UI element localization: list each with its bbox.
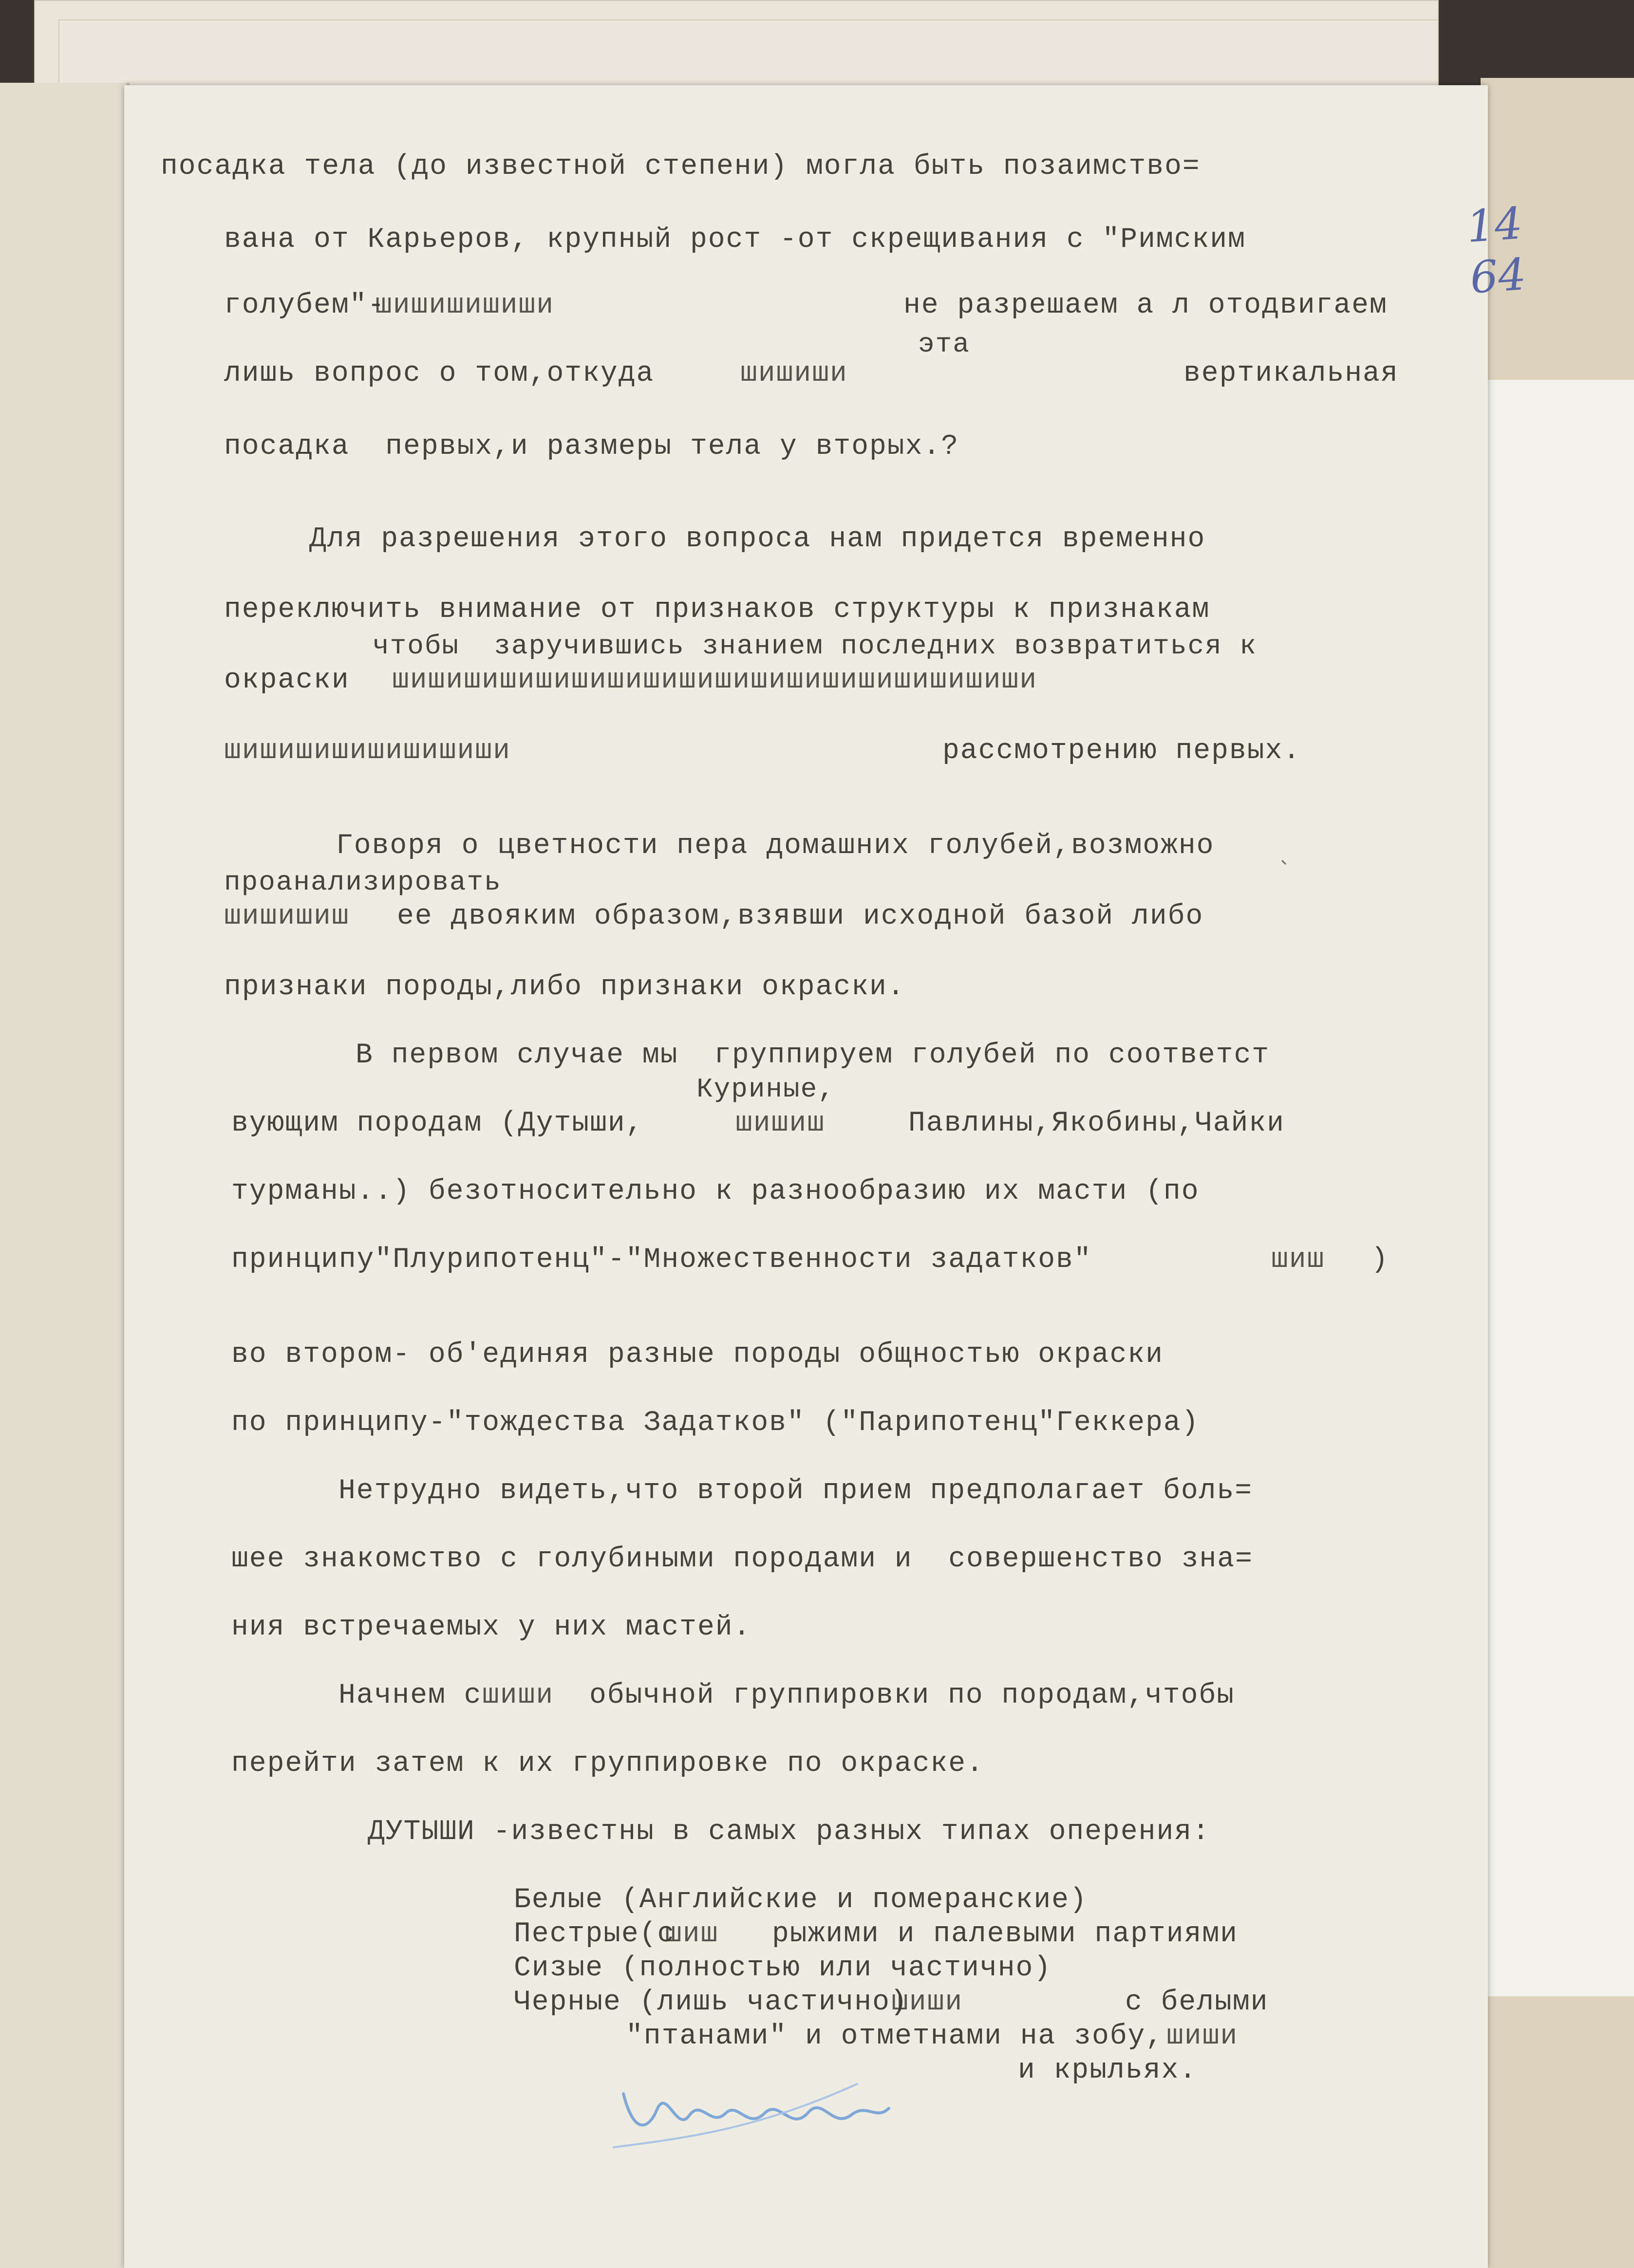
text-line: ния встречаемых у них мастей. [231,1612,751,1643]
text-line: принципу"Плурипотенц"-"Множественности задатков" [231,1244,1092,1276]
text-line: вующим породам (Дутыши, [231,1108,644,1139]
text-line: переключить внимание от признаков структуры к признакам [224,594,1210,626]
text-line: Начнем с [338,1680,482,1711]
text-line: ДУТЫШИ -известны в самых разных типах оперения: [368,1816,1210,1848]
list-item: Пестрые(с [514,1918,676,1950]
interlinear-insert: Куриные, [696,1074,835,1105]
struck-out-text: шиши [1166,2021,1239,2052]
text-line: рассмотрению первых. [942,735,1301,767]
text-line: признаки породы,либо признаки окраски. [224,971,905,1003]
handwritten-signature [604,2074,896,2152]
text-line: перейти затем к их группировке по окраске. [231,1748,984,1780]
list-item: Черные (лишь частично) [514,1987,908,2018]
struck-out-text: шиши [482,1680,554,1711]
text-line: ее двояким образом,взявши исходной базой либо [397,901,1204,932]
text-line: В первом случае мы группируем голубей по соответст [356,1040,1270,1071]
text-line: Павлины,Якобины,Чайки [908,1108,1285,1139]
text-line: шее знакомство с голубиными породами и совершенство зна= [231,1543,1253,1575]
struck-out-text: шиши [891,1987,963,2018]
struck-out-text: шишиш [735,1108,826,1139]
text-line: турманы..) безотносительно к разнообразию их масти (по [231,1176,1200,1208]
text-line: вертикальная [1183,358,1399,390]
struck-out-text: шиш [1271,1244,1325,1276]
text-line: посадка тела (до известной степени) могла быть позаимство= [161,151,1201,183]
text-line: посадка первых,и размеры тела у вторых.? [224,431,959,463]
list-item: Белые (Английские и померанские) [514,1884,1088,1916]
list-item: "птанами" и отметнами на зобу, [626,2021,1164,2052]
text-line: Нетрудно видеть,что второй прием предполагает боль= [338,1475,1253,1507]
struck-out-text: шишишиш [224,901,350,932]
list-item: Сизые (полностью или частично) [514,1952,1052,1984]
text-line: обычной группировки по породам,чтобы [589,1680,1235,1711]
list-item: рыжими и палевыми партиями [772,1918,1238,1950]
struck-out-text: шишишишишишишиши [224,735,511,767]
inserted-sheet-edge [1476,380,1634,1996]
ink-dot [1281,859,1287,865]
text-line: не разрешаем а л отодвигаем [903,290,1388,321]
typewritten-page [124,85,1528,2268]
text-line: окраски [224,665,350,696]
folio-number: 14 64 [1465,198,1528,304]
text-line: по принципу-"тождества Задатков" ("Парипотенц"Геккера) [231,1407,1200,1439]
text-line: лишь вопрос о том,откуда [224,358,655,390]
struck-out-text: шишишишишишишишишишишишишишишишишиши [392,665,1038,696]
struck-out-text: шишиши [740,358,848,390]
interlinear-insert: чтобы заручившись знанием последних возвратиться к [373,631,1257,662]
list-item: с белыми [1125,1987,1269,2018]
struck-out-text: шишишишиши [375,290,555,321]
folder-cover-left [0,83,130,2268]
text-line: вана от Карьеров, крупный рост -от скрещивания с "Римским [224,224,1246,256]
text-line: голубем"- [224,290,386,321]
text-line: ) [1371,1244,1389,1276]
struck-out-text: шиш [665,1918,719,1950]
text-line: Говоря о цветности пера домашних голубей,возможно [336,830,1215,862]
list-item: и крыльях. [1018,2055,1198,2086]
text-line: Для разрешения этого вопроса нам придется временно [309,523,1206,555]
interlinear-insert: эта [918,329,970,360]
text-line: во втором- об'единяя разные породы общностью окраски [231,1339,1164,1371]
interlinear-insert: проанализировать [224,867,502,898]
